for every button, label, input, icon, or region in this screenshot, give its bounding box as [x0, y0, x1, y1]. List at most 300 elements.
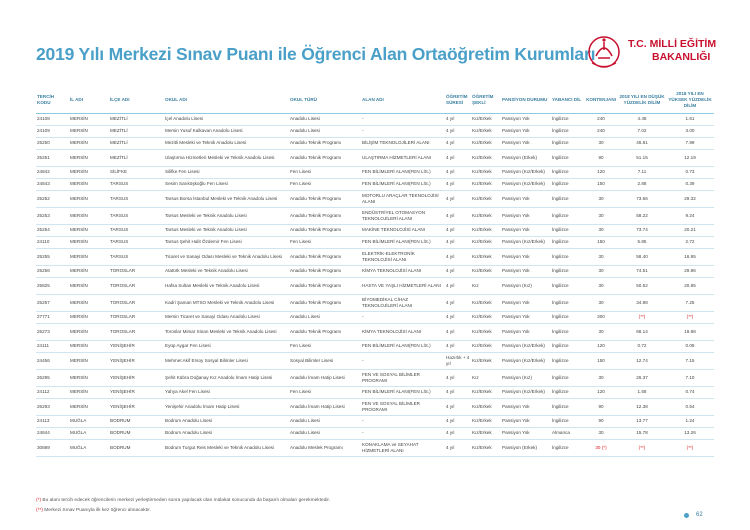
min-percentile-cell: (**): [618, 311, 666, 323]
page-dot-icon: [684, 513, 689, 518]
province-cell: MERSİN: [69, 311, 109, 323]
field-name-cell: KİMYA TEKNOLOJİSİ ALANI: [361, 265, 445, 277]
duration-cell: Hazırlık + 4 yıl: [445, 352, 471, 369]
school-type-cell: Anadolu Teknik Programı: [289, 149, 361, 166]
school-name-cell: Şehit Kübra Doğanay Kız Anadolu İmam Hatip Lisesi: [164, 369, 289, 386]
header-cell: TERCİH KODU: [36, 87, 69, 113]
field-name-cell: ENDÜSTRİYEL OTOMASYON TEKNOLOJİLERİ ALANI: [361, 207, 445, 224]
school-name-cell: Tarsus Mesleki ve Teknik Anadolu Lisesi: [164, 207, 289, 224]
quota-cell: 30: [584, 294, 618, 311]
duration-cell: 4 yıl: [445, 224, 471, 236]
foreign-language-cell: İngilizce: [551, 277, 584, 294]
max-percentile-cell: 20.21: [666, 224, 714, 236]
education-type-cell: Kız/Erkek: [471, 386, 501, 398]
header-cell: OKUL TÜRÜ: [289, 87, 361, 113]
max-percentile-cell: 20.85: [666, 277, 714, 294]
table-row: [36, 166, 714, 178]
pref-code-cell: 24111: [36, 340, 69, 352]
education-type-cell: Kız/Erkek: [471, 439, 501, 456]
province-cell: MERSİN: [69, 352, 109, 369]
district-cell: SİLİFKE: [109, 166, 164, 178]
province-cell: MERSİN: [69, 248, 109, 265]
school-type-cell: Anadolu Teknik Programı: [289, 248, 361, 265]
dormitory-cell: Pansiyon Yok: [501, 265, 551, 277]
school-name-cell: Bodrum Anadolu Lisesi: [164, 415, 289, 427]
foreign-language-cell: İngilizce: [551, 311, 584, 323]
district-cell: YENİŞEHİR: [109, 369, 164, 386]
duration-cell: 4 yıl: [445, 294, 471, 311]
max-percentile-cell: 3.00: [666, 125, 714, 137]
district-cell: TOROSLAR: [109, 294, 164, 311]
foreign-language-cell: İngilizce: [551, 190, 584, 207]
province-cell: MERSİN: [69, 166, 109, 178]
school-name-cell: Mehmet Akif Ersoy Sosyal Bilimler Lisesi: [164, 352, 289, 369]
min-percentile-cell: 7.02: [618, 125, 666, 137]
foreign-language-cell: İngilizce: [551, 352, 584, 369]
province-cell: MERSİN: [69, 207, 109, 224]
table-row: [36, 190, 714, 207]
min-percentile-cell: 50.52: [618, 277, 666, 294]
max-percentile-cell: 29.32: [666, 190, 714, 207]
district-cell: BODRUM: [109, 439, 164, 456]
dormitory-cell: Pansiyon Yok: [501, 207, 551, 224]
education-type-cell: Kız/Erkek: [471, 125, 501, 137]
quota-cell: 30: [584, 265, 618, 277]
school-name-cell: Yenişehir Anadolu İmam Hatip Lisesi: [164, 398, 289, 415]
table-row: [36, 178, 714, 190]
pref-code-cell: 24842: [36, 166, 69, 178]
province-cell: MERSİN: [69, 386, 109, 398]
province-cell: MUĞLA: [69, 439, 109, 456]
max-percentile-cell: 16.95: [666, 248, 714, 265]
school-type-cell: Fen Lisesi: [289, 386, 361, 398]
header-cell: ÖĞRETİM SÜRESİ: [445, 87, 471, 113]
max-percentile-cell: 29.86: [666, 265, 714, 277]
education-type-cell: Kız/Erkek: [471, 352, 501, 369]
table-row: [36, 340, 714, 352]
max-percentile-cell: (**): [666, 439, 714, 456]
max-percentile-cell: 0.54: [666, 398, 714, 415]
dormitory-cell: Pansiyon (Kız/Erkek): [501, 352, 551, 369]
school-name-cell: Atatürk Mesleki ve Teknik Anadolu Lisesi: [164, 265, 289, 277]
school-type-cell: Anadolu Teknik Programı: [289, 224, 361, 236]
school-name-cell: Mersin Yusuf Kalkavan Anadolu Lisesi: [164, 125, 289, 137]
education-type-cell: Kız/Erkek: [471, 190, 501, 207]
table-row: [36, 277, 714, 294]
table-row: [36, 386, 714, 398]
education-type-cell: Kız/Erkek: [471, 248, 501, 265]
province-cell: MERSİN: [69, 369, 109, 386]
district-cell: MEZİTLİ: [109, 113, 164, 125]
school-type-cell: Anadolu İmam Hatip Lisesi: [289, 369, 361, 386]
max-percentile-cell: 7.10: [666, 369, 714, 386]
min-percentile-cell: 46.81: [618, 137, 666, 149]
min-percentile-cell: 0.72: [618, 340, 666, 352]
foreign-language-cell: İngilizce: [551, 415, 584, 427]
min-percentile-cell: 34.98: [618, 294, 666, 311]
dormitory-cell: Pansiyon (Kız): [501, 277, 551, 294]
footnote-text: Bu alanı tercih edecek öğrencilerin merkezi yerleştirmeden sonra yapılacak olan mülakat sonucunda da başarılı olmaları gerekmektedir.: [42, 498, 331, 503]
school-type-cell: Anadolu Lisesi: [289, 427, 361, 439]
education-type-cell: Kız/Erkek: [471, 137, 501, 149]
duration-cell: 4 yıl: [445, 369, 471, 386]
field-name-cell: ELEKTRİK-ELEKTRONİK TEKNOLOJİSİ ALANI: [361, 248, 445, 265]
field-name-cell: MAKİNE TEKNOLOJİSİ ALANI: [361, 224, 445, 236]
field-name-cell: BİYOMEDİKAL CİHAZ TEKNOLOJİLERİ ALANI: [361, 294, 445, 311]
table-row: [36, 323, 714, 340]
pref-code-cell: 30889: [36, 439, 69, 456]
max-percentile-cell: (**): [666, 311, 714, 323]
dormitory-cell: Pansiyon (Kız/Erkek): [501, 166, 551, 178]
table-row: [36, 427, 714, 439]
foreign-language-cell: İngilizce: [551, 294, 584, 311]
logo-line-2: BAKANLIĞI: [652, 51, 711, 63]
foreign-language-cell: İngilizce: [551, 248, 584, 265]
min-percentile-cell: 58.22: [618, 207, 666, 224]
foreign-language-cell: İngilizce: [551, 207, 584, 224]
dormitory-cell: Pansiyon Yok: [501, 125, 551, 137]
education-type-cell: Kız/Erkek: [471, 340, 501, 352]
district-cell: BODRUM: [109, 415, 164, 427]
max-percentile-cell: 0.73: [666, 166, 714, 178]
province-cell: MUĞLA: [69, 415, 109, 427]
foreign-language-cell: İngilizce: [551, 265, 584, 277]
pref-code-cell: 26293: [36, 398, 69, 415]
field-name-cell: MOTORLU ARAÇLAR TEKNOLOJİSİ ALANI: [361, 190, 445, 207]
dormitory-cell: Pansiyon Yok: [501, 398, 551, 415]
duration-cell: 4 yıl: [445, 398, 471, 415]
district-cell: YENİŞEHİR: [109, 386, 164, 398]
dormitory-cell: Pansiyon (Kız/Erkek): [501, 340, 551, 352]
min-percentile-cell: 1.58: [618, 386, 666, 398]
education-type-cell: Kız/Erkek: [471, 415, 501, 427]
dormitory-cell: Pansiyon Yok: [501, 190, 551, 207]
pref-code-cell: 25255: [36, 248, 69, 265]
page-title: 2019 Yılı Merkezi Sınav Puanı ile Öğrenci Alan Ortaöğretim Kurumları: [36, 44, 596, 64]
quota-cell: 90: [584, 398, 618, 415]
quota-cell: 90: [584, 149, 618, 166]
dormitory-cell: Pansiyon Yok: [501, 294, 551, 311]
province-cell: MERSİN: [69, 398, 109, 415]
foreign-language-cell: Almanca: [551, 427, 584, 439]
min-percentile-cell: 68.14: [618, 323, 666, 340]
education-type-cell: Kız/Erkek: [471, 427, 501, 439]
quota-cell: 300: [584, 311, 618, 323]
min-percentile-cell: 26.37: [618, 369, 666, 386]
duration-cell: 4 yıl: [445, 248, 471, 265]
school-name-cell: Tarsus Borsa İstanbul Mesleki ve Teknik Anadolu Lisesi: [164, 190, 289, 207]
table-row: [36, 149, 714, 166]
table-row: [36, 113, 714, 125]
field-name-cell: -: [361, 125, 445, 137]
foreign-language-cell: İngilizce: [551, 386, 584, 398]
pref-code-cell: 24110: [36, 236, 69, 248]
header-cell: KONTENJANI: [584, 87, 618, 113]
pref-code-cell: 24456: [36, 352, 69, 369]
pref-code-cell: 25825: [36, 277, 69, 294]
school-table: [36, 87, 714, 457]
footnote-2: [36, 508, 151, 513]
school-name-cell: Tarsus Mesleki ve Teknik Anadolu Lisesi: [164, 224, 289, 236]
min-percentile-cell: 15.78: [618, 427, 666, 439]
education-type-cell: Kız: [471, 369, 501, 386]
min-percentile-cell: 4.48: [618, 113, 666, 125]
field-name-cell: FEN BİLİMLERİ ALANI(FEN LİS.): [361, 166, 445, 178]
max-percentile-cell: 0.08: [666, 340, 714, 352]
school-type-cell: Fen Lisesi: [289, 166, 361, 178]
quota-cell: 30: [584, 277, 618, 294]
pref-code-cell: 24108: [36, 113, 69, 125]
header-cell: YABANCI DİL: [551, 87, 584, 113]
school-type-cell: Anadolu Teknik Programı: [289, 265, 361, 277]
education-type-cell: Kız/Erkek: [471, 265, 501, 277]
district-cell: YENİŞEHİR: [109, 398, 164, 415]
education-type-cell: Kız/Erkek: [471, 311, 501, 323]
province-cell: MERSİN: [69, 125, 109, 137]
school-name-cell: Mezitli Mesleki ve Teknik Anadolu Lisesi: [164, 137, 289, 149]
duration-cell: 4 yıl: [445, 190, 471, 207]
foreign-language-cell: İngilizce: [551, 166, 584, 178]
foreign-language-cell: İngilizce: [551, 113, 584, 125]
pref-code-cell: 25252: [36, 190, 69, 207]
district-cell: TARSUS: [109, 224, 164, 236]
school-type-cell: Sosyal Bilimler Lisesi: [289, 352, 361, 369]
province-cell: MERSİN: [69, 265, 109, 277]
field-name-cell: FEN BİLİMLERİ ALANI(FEN LİS.): [361, 236, 445, 248]
pref-code-cell: 24112: [36, 386, 69, 398]
header-cell: 2018 YILI EN DÜŞÜK YÜZDELİK DİLİM: [618, 87, 666, 113]
table-row: [36, 398, 714, 415]
header-cell: 2018 YILI EN YÜKSEK YÜZDELİK DİLİM: [666, 87, 714, 113]
field-name-cell: -: [361, 311, 445, 323]
quota-cell: 30: [584, 224, 618, 236]
header-cell: PANSİYON DURUMU: [501, 87, 551, 113]
dormitory-cell: Pansiyon (Kız): [501, 369, 551, 386]
pref-code-cell: 25273: [36, 323, 69, 340]
max-percentile-cell: 1.24: [666, 415, 714, 427]
dormitory-cell: Pansiyon Yok: [501, 323, 551, 340]
education-type-cell: Kız/Erkek: [471, 224, 501, 236]
field-name-cell: FEN BİLİMLERİ ALANI(FEN LİS.): [361, 178, 445, 190]
province-cell: MERSİN: [69, 224, 109, 236]
duration-cell: 4 yıl: [445, 340, 471, 352]
min-percentile-cell: 5.85: [618, 236, 666, 248]
education-type-cell: Kız/Erkek: [471, 149, 501, 166]
header-cell: İL ADI: [69, 87, 109, 113]
education-type-cell: Kız/Erkek: [471, 113, 501, 125]
quota-cell: 120: [584, 340, 618, 352]
school-type-cell: Fen Lisesi: [289, 236, 361, 248]
district-cell: TOROSLAR: [109, 311, 164, 323]
quota-cell: 30: [584, 137, 618, 149]
table-row: [36, 352, 714, 369]
foreign-language-cell: İngilizce: [551, 369, 584, 386]
dormitory-cell: Pansiyon Yok: [501, 427, 551, 439]
max-percentile-cell: 12.19: [666, 149, 714, 166]
duration-cell: 4 yıl: [445, 311, 471, 323]
education-type-cell: Kız/Erkek: [471, 398, 501, 415]
pref-code-cell: 25253: [36, 207, 69, 224]
header-cell: ALAN ADI: [361, 87, 445, 113]
education-type-cell: Kız/Erkek: [471, 323, 501, 340]
pref-code-cell: 25250: [36, 137, 69, 149]
field-name-cell: KONAKLAMA ve SEYAHAT HİZMETLERİ ALANI: [361, 439, 445, 456]
duration-cell: 4 yıl: [445, 149, 471, 166]
district-cell: TOROSLAR: [109, 323, 164, 340]
education-type-cell: Kız/Erkek: [471, 236, 501, 248]
table-row: [36, 439, 714, 456]
education-type-cell: Kız: [471, 277, 501, 294]
duration-cell: 4 yıl: [445, 236, 471, 248]
school-type-cell: Anadolu Teknik Programı: [289, 277, 361, 294]
school-type-cell: Anadolu İmam Hatip Lisesi: [289, 398, 361, 415]
district-cell: TARSUS: [109, 178, 164, 190]
dormitory-cell: Pansiyon (Erkek): [501, 439, 551, 456]
province-cell: MERSİN: [69, 178, 109, 190]
field-name-cell: ULAŞTIRMA HİZMETLERİ ALANI: [361, 149, 445, 166]
education-type-cell: Kız/Erkek: [471, 178, 501, 190]
quota-cell: 30: [584, 323, 618, 340]
school-type-cell: Anadolu Lisesi: [289, 113, 361, 125]
foreign-language-cell: İngilizce: [551, 137, 584, 149]
footnote-mark: (*): [36, 498, 42, 503]
province-cell: MERSİN: [69, 113, 109, 125]
page-number: 62: [696, 512, 703, 518]
school-name-cell: Kadri Şaman MTSO Mesleki ve Teknik Anadolu Lisesi: [164, 294, 289, 311]
quota-cell: 30: [584, 248, 618, 265]
max-percentile-cell: 0.74: [666, 386, 714, 398]
pref-code-cell: 26295: [36, 369, 69, 386]
pref-code-cell: 25254: [36, 224, 69, 236]
pref-code-cell: 25251: [36, 149, 69, 166]
quota-cell: 150: [584, 178, 618, 190]
pref-code-cell: 24844: [36, 427, 69, 439]
quota-cell: 30 (*): [584, 439, 618, 456]
min-percentile-cell: 13.77: [618, 415, 666, 427]
max-percentile-cell: 13.26: [666, 427, 714, 439]
field-name-cell: -: [361, 427, 445, 439]
district-cell: TOROSLAR: [109, 277, 164, 294]
field-name-cell: -: [361, 113, 445, 125]
school-type-cell: Anadolu Lisesi: [289, 415, 361, 427]
quota-cell: 240: [584, 125, 618, 137]
pref-code-cell: 25257: [36, 294, 69, 311]
school-name-cell: Bodrum Turgut Reis Mesleki ve Teknik Anadolu Lisesi: [164, 439, 289, 456]
district-cell: TARSUS: [109, 236, 164, 248]
min-percentile-cell: 12.38: [618, 398, 666, 415]
table-row: [36, 415, 714, 427]
dormitory-cell: Pansiyon Yok: [501, 137, 551, 149]
table-header-row: [36, 87, 714, 113]
field-name-cell: KİMYA TEKNOLOJİSİ ALANI: [361, 323, 445, 340]
school-type-cell: Fen Lisesi: [289, 178, 361, 190]
max-percentile-cell: 7.25: [666, 294, 714, 311]
min-percentile-cell: 73.74: [618, 224, 666, 236]
max-percentile-cell: 2.72: [666, 236, 714, 248]
foreign-language-cell: İngilizce: [551, 178, 584, 190]
district-cell: TARSUS: [109, 248, 164, 265]
foreign-language-cell: İngilizce: [551, 149, 584, 166]
school-name-cell: Toroslar Mimar Sinan Mesleki ve Teknik Anadolu Lisesi: [164, 323, 289, 340]
province-cell: MERSİN: [69, 236, 109, 248]
field-name-cell: FEN BİLİMLERİ ALANI(FEN LİS.): [361, 340, 445, 352]
school-name-cell: Eyüp Aygar Fen Lisesi: [164, 340, 289, 352]
foreign-language-cell: İngilizce: [551, 224, 584, 236]
pref-code-cell: 24109: [36, 125, 69, 137]
province-cell: MERSİN: [69, 149, 109, 166]
duration-cell: 4 yıl: [445, 427, 471, 439]
max-percentile-cell: 7.99: [666, 137, 714, 149]
table-row: [36, 207, 714, 224]
max-percentile-cell: 19.88: [666, 323, 714, 340]
logo-line-1: T.C. MİLLİ EĞİTİM: [628, 38, 717, 50]
table-row: [36, 369, 714, 386]
school-name-cell: Silifke Fen Lisesi: [164, 166, 289, 178]
field-name-cell: FEN BİLİMLERİ ALANI(FEN LİS.): [361, 386, 445, 398]
school-name-cell: Ticaret ve Sanayi Odası Mesleki ve Teknik Anadolu Lisesi: [164, 248, 289, 265]
field-name-cell: FEN VE SOSYAL BİLİMLER PROGRAMI: [361, 369, 445, 386]
min-percentile-cell: 73.66: [618, 190, 666, 207]
duration-cell: 4 yıl: [445, 323, 471, 340]
school-type-cell: Anadolu Teknik Programı: [289, 190, 361, 207]
max-percentile-cell: 1.61: [666, 113, 714, 125]
pref-code-cell: 27771: [36, 311, 69, 323]
table-row: [36, 125, 714, 137]
province-cell: MERSİN: [69, 277, 109, 294]
foreign-language-cell: İngilizce: [551, 398, 584, 415]
school-name-cell: Hafsa Sultan Mesleki ve Teknik Anadolu Lisesi: [164, 277, 289, 294]
min-percentile-cell: 51.15: [618, 149, 666, 166]
school-name-cell: Ulaştırma Hizmetleri Mesleki ve Teknik Anadolu Lisesi: [164, 149, 289, 166]
min-percentile-cell: 2.88: [618, 178, 666, 190]
province-cell: MERSİN: [69, 137, 109, 149]
duration-cell: 4 yıl: [445, 439, 471, 456]
dormitory-cell: Pansiyon (Kız/Erkek): [501, 236, 551, 248]
quota-cell: 30: [584, 369, 618, 386]
foreign-language-cell: İngilizce: [551, 323, 584, 340]
education-type-cell: Kız/Erkek: [471, 207, 501, 224]
min-percentile-cell: (**): [618, 439, 666, 456]
dormitory-cell: Pansiyon (Kız/Erkek): [501, 178, 551, 190]
foreign-language-cell: İngilizce: [551, 439, 584, 456]
dormitory-cell: Pansiyon Yok: [501, 224, 551, 236]
dormitory-cell: Pansiyon Yok: [501, 113, 551, 125]
quota-cell: 120: [584, 386, 618, 398]
table-row: [36, 265, 714, 277]
district-cell: TOROSLAR: [109, 265, 164, 277]
school-type-cell: Anadolu Lisesi: [289, 125, 361, 137]
district-cell: TARSUS: [109, 190, 164, 207]
duration-cell: 4 yıl: [445, 277, 471, 294]
duration-cell: 4 yıl: [445, 178, 471, 190]
table-row: [36, 137, 714, 149]
duration-cell: 4 yıl: [445, 207, 471, 224]
field-name-cell: BİLİŞİM TEKNOLOJİLERİ ALANI: [361, 137, 445, 149]
school-name-cell: Tarsus Şehit Halit Özdemir Fen Lisesi: [164, 236, 289, 248]
duration-cell: 4 yıl: [445, 166, 471, 178]
footnote-1: [36, 498, 330, 503]
quota-cell: 90: [584, 415, 618, 427]
district-cell: YENİŞEHİR: [109, 340, 164, 352]
quota-cell: 30: [584, 190, 618, 207]
table-body: [36, 113, 714, 456]
dormitory-cell: Pansiyon Yok: [501, 311, 551, 323]
school-type-cell: Anadolu Teknik Programı: [289, 323, 361, 340]
school-type-cell: Anadolu Teknik Programı: [289, 137, 361, 149]
duration-cell: 4 yıl: [445, 137, 471, 149]
school-name-cell: Mersin Ticaret ve Sanayi Odası Anadolu Lisesi: [164, 311, 289, 323]
duration-cell: 4 yıl: [445, 386, 471, 398]
